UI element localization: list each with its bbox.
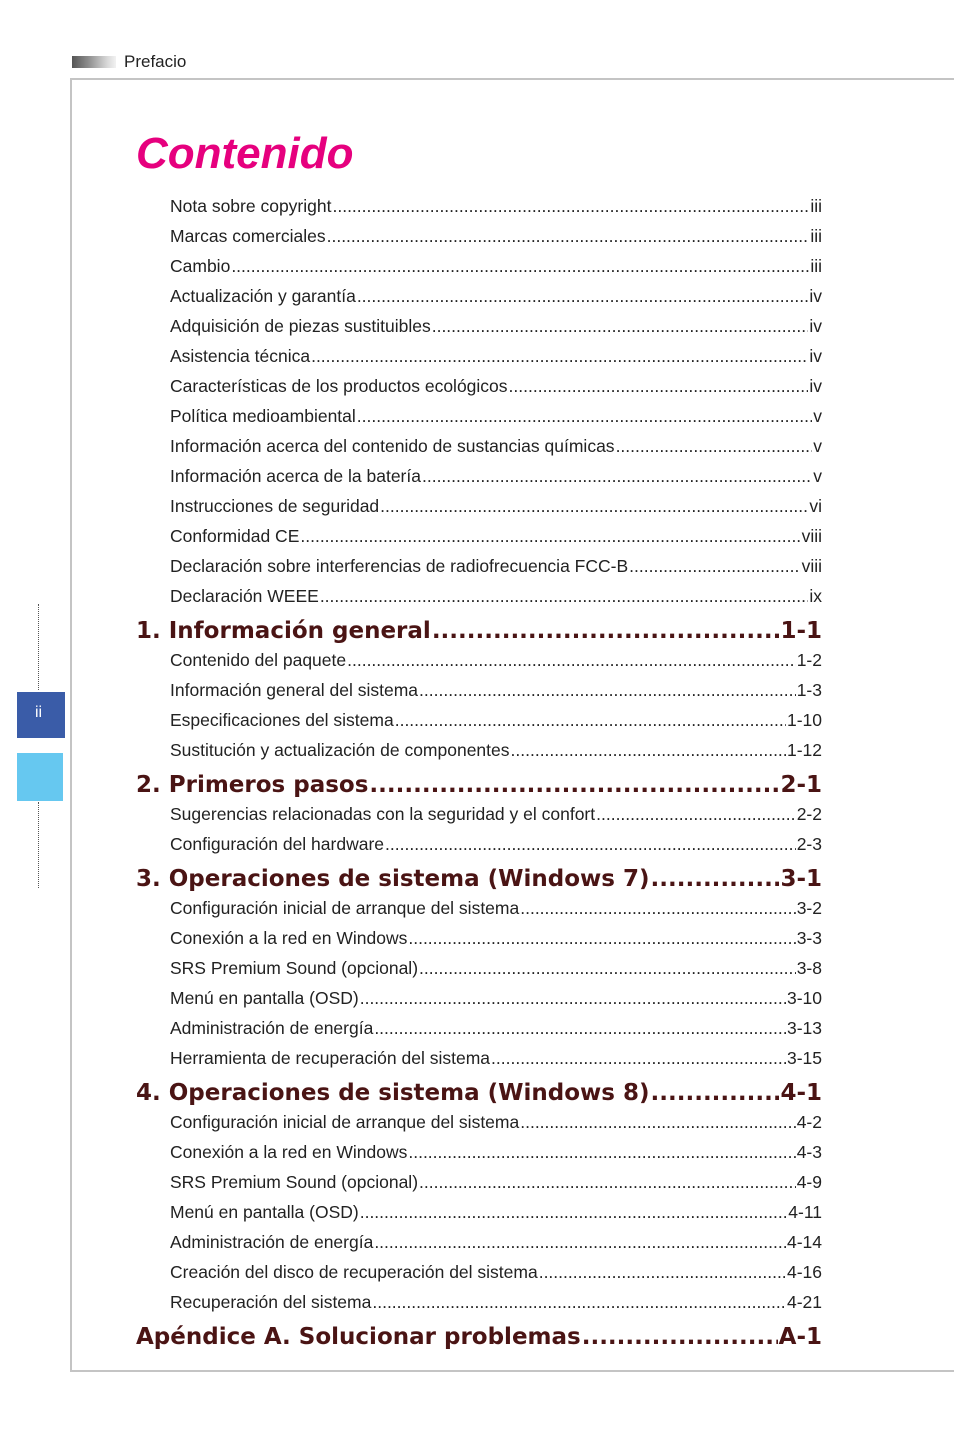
toc-entry[interactable]	[170, 404, 822, 428]
toc-entry[interactable]	[170, 554, 822, 578]
toc-entry[interactable]	[170, 524, 822, 548]
section-header: Prefacio	[124, 52, 187, 71]
toc-leader-dots	[360, 1200, 788, 1224]
toc-page-number: 3-1	[780, 866, 822, 892]
toc-title: Menú en pantalla (OSD)	[170, 988, 359, 1008]
toc-page-number: 4-11	[788, 1202, 822, 1222]
toc-leader-dots	[511, 738, 786, 762]
toc-entry[interactable]	[170, 708, 822, 732]
toc-leader-dots	[347, 648, 796, 672]
toc-title: Declaración WEEE	[170, 586, 319, 606]
toc-page-number: v	[813, 466, 822, 486]
toc-entry[interactable]	[170, 1170, 822, 1194]
toc-title: Conexión a la red en Windows	[170, 928, 408, 948]
toc-entry[interactable]	[170, 374, 822, 398]
toc-leader-dots	[651, 864, 780, 894]
toc-title: Especificaciones del sistema	[170, 710, 394, 730]
toc-leader-dots	[432, 616, 780, 646]
toc-leader-dots	[408, 926, 795, 950]
page-title: Contenido	[136, 129, 354, 178]
toc-page-number: 1-10	[786, 710, 822, 730]
toc-leader-dots	[432, 314, 809, 338]
toc-title: Conformidad CE	[170, 526, 300, 546]
toc-title: SRS Premium Sound (opcional)	[170, 1172, 419, 1192]
toc-chapter[interactable]	[136, 770, 822, 800]
toc-page-number: viii	[801, 526, 822, 546]
toc-title: Configuración inicial de arranque del sistema	[170, 1112, 520, 1132]
toc-leader-dots	[385, 832, 796, 856]
toc-entry[interactable]	[170, 314, 822, 338]
toc-title: 3. Operaciones de sistema (Windows 7)	[136, 866, 650, 892]
toc-page-number: 3-2	[796, 898, 822, 918]
toc-leader-dots	[629, 554, 800, 578]
toc-leader-dots	[374, 1230, 786, 1254]
toc-entry[interactable]	[170, 1200, 822, 1224]
toc-page-number: 4-16	[786, 1262, 822, 1282]
toc-title: Cambio	[170, 256, 231, 276]
toc-chapter[interactable]	[136, 1322, 822, 1352]
toc-leader-dots	[520, 1110, 795, 1134]
toc-leader-dots	[360, 986, 786, 1010]
toc-entry[interactable]	[170, 464, 822, 488]
toc-page-number: 1-3	[796, 680, 822, 700]
toc-entry[interactable]	[170, 494, 822, 518]
toc-title: Marcas comerciales	[170, 226, 326, 246]
toc-leader-dots	[327, 224, 810, 248]
toc-leader-dots	[419, 1170, 796, 1194]
toc-leader-dots	[539, 1260, 786, 1284]
toc-entry[interactable]	[170, 1260, 822, 1284]
toc-leader-dots	[380, 494, 808, 518]
toc-leader-dots	[332, 194, 809, 218]
toc-page-number: iv	[809, 286, 822, 306]
toc-title: Adquisición de piezas sustituibles	[170, 316, 431, 336]
toc-title: SRS Premium Sound (opcional)	[170, 958, 419, 978]
toc-title: Creación del disco de recuperación del sistema	[170, 1262, 538, 1282]
toc-page-number: 3-10	[786, 988, 822, 1008]
toc-entry[interactable]	[170, 956, 822, 980]
toc-title: Administración de energía	[170, 1018, 374, 1038]
toc-entry[interactable]	[170, 434, 822, 458]
toc-leader-dots	[419, 678, 796, 702]
toc-page-number: vi	[809, 496, 822, 516]
toc-entry[interactable]	[170, 896, 822, 920]
toc-leader-dots	[651, 1078, 780, 1108]
toc-entry[interactable]	[170, 1230, 822, 1254]
toc-leader-dots	[596, 802, 796, 826]
toc-title: Actualización y garantía	[170, 286, 356, 306]
toc-page-number: 1-12	[786, 740, 822, 760]
toc-title: Configuración inicial de arranque del sistema	[170, 898, 520, 918]
toc-page-number: v	[813, 406, 822, 426]
toc-entry[interactable]	[170, 284, 822, 308]
toc-leader-dots	[491, 1046, 786, 1070]
toc-entry[interactable]	[170, 1110, 822, 1134]
toc-entry[interactable]	[170, 926, 822, 950]
toc-leader-dots	[374, 1016, 786, 1040]
toc-page-number: 4-2	[796, 1112, 822, 1132]
toc-leader-dots	[419, 956, 796, 980]
toc-page-number: 4-1	[780, 1080, 822, 1106]
toc-title: Información general del sistema	[170, 680, 419, 700]
toc-entry[interactable]	[170, 678, 822, 702]
toc-title: Contenido del paquete	[170, 650, 347, 670]
toc-leader-dots	[520, 896, 795, 920]
toc-title: Menú en pantalla (OSD)	[170, 1202, 359, 1222]
toc-page-number: iv	[809, 376, 822, 396]
toc-leader-dots	[320, 584, 809, 608]
toc-title: Configuración del hardware	[170, 834, 385, 854]
toc-leader-dots	[357, 404, 812, 428]
toc-leader-dots	[408, 1140, 795, 1164]
toc-page-number: viii	[801, 556, 822, 576]
toc-leader-dots	[300, 524, 800, 548]
toc-leader-dots	[372, 1290, 786, 1314]
toc-entry[interactable]	[170, 832, 822, 856]
toc-page-number: iii	[810, 256, 822, 276]
toc-page-number: iii	[810, 196, 822, 216]
toc-chapter[interactable]	[136, 616, 822, 646]
toc-title: Características de los productos ecológicos	[170, 376, 508, 396]
toc-title: Instrucciones de seguridad	[170, 496, 380, 516]
toc-entry[interactable]	[170, 648, 822, 672]
toc-entry[interactable]	[170, 194, 822, 218]
toc-page-number: 2-2	[796, 804, 822, 824]
toc-entry[interactable]	[170, 986, 822, 1010]
toc-leader-dots	[616, 434, 813, 458]
toc-title: 2. Primeros pasos	[136, 772, 369, 798]
toc-leader-dots	[509, 374, 809, 398]
toc-leader-dots	[311, 344, 808, 368]
toc-entry[interactable]	[170, 1016, 822, 1040]
toc-title: Información acerca del contenido de sustancias químicas	[170, 436, 615, 456]
toc-title: Asistencia técnica	[170, 346, 311, 366]
toc-page-number: v	[813, 436, 822, 456]
toc-leader-dots	[231, 254, 809, 278]
toc-page-number: ix	[809, 586, 822, 606]
toc-page-number: iv	[809, 316, 822, 336]
toc-entry[interactable]	[170, 344, 822, 368]
toc-page-number: 4-21	[786, 1292, 822, 1312]
toc-page-number: 2-3	[796, 834, 822, 854]
toc-title: 1. Información general	[136, 618, 431, 644]
page-number: ii	[35, 704, 43, 721]
toc-leader-dots	[422, 464, 812, 488]
toc-chapter[interactable]	[136, 864, 822, 894]
toc-title: Herramienta de recuperación del sistema	[170, 1048, 491, 1068]
toc-page-number: 4-9	[796, 1172, 822, 1192]
toc-leader-dots	[395, 708, 786, 732]
toc-page-number: 4-3	[796, 1142, 822, 1162]
toc-entry[interactable]	[170, 1290, 822, 1314]
toc-title: Información acerca de la batería	[170, 466, 421, 486]
toc-page-number: 3-13	[786, 1018, 822, 1038]
toc-leader-dots	[582, 1322, 778, 1352]
toc-title: Administración de energía	[170, 1232, 374, 1252]
toc-page-number: 1-1	[780, 618, 822, 644]
toc-title: Recuperación del sistema	[170, 1292, 372, 1312]
toc-leader-dots	[369, 770, 779, 800]
toc-entry[interactable]	[170, 802, 822, 826]
toc-entry[interactable]	[170, 1140, 822, 1164]
toc-page-number: 3-8	[796, 958, 822, 978]
toc-title: Apéndice A. Solucionar problemas	[136, 1324, 581, 1350]
toc-title: 4. Operaciones de sistema (Windows 8)	[136, 1080, 650, 1106]
toc-page-number: iii	[810, 226, 822, 246]
toc-title: Conexión a la red en Windows	[170, 1142, 408, 1162]
toc-entry[interactable]	[170, 738, 822, 762]
toc-page-number: iv	[809, 346, 822, 366]
toc-entry[interactable]	[170, 1046, 822, 1070]
toc-entry[interactable]	[170, 224, 822, 248]
toc-page-number: 1-2	[796, 650, 822, 670]
toc-title: Política medioambiental	[170, 406, 356, 426]
toc-page-number: 2-1	[780, 772, 822, 798]
toc-page-number: A-1	[778, 1324, 822, 1350]
toc-title: Nota sobre copyright	[170, 196, 332, 216]
toc-page-number: 4-14	[786, 1232, 822, 1252]
toc-chapter[interactable]	[136, 1078, 822, 1108]
toc-title: Declaración sobre interferencias de radiofrecuencia FCC-B	[170, 556, 629, 576]
toc-entry[interactable]	[170, 584, 822, 608]
toc-entry[interactable]	[170, 254, 822, 278]
toc-page-number: 3-15	[786, 1048, 822, 1068]
toc-title: Sugerencias relacionadas con la seguridad y el confort	[170, 804, 596, 824]
toc-leader-dots	[357, 284, 809, 308]
toc-title: Sustitución y actualización de componentes	[170, 740, 510, 760]
toc-page-number: 3-3	[796, 928, 822, 948]
